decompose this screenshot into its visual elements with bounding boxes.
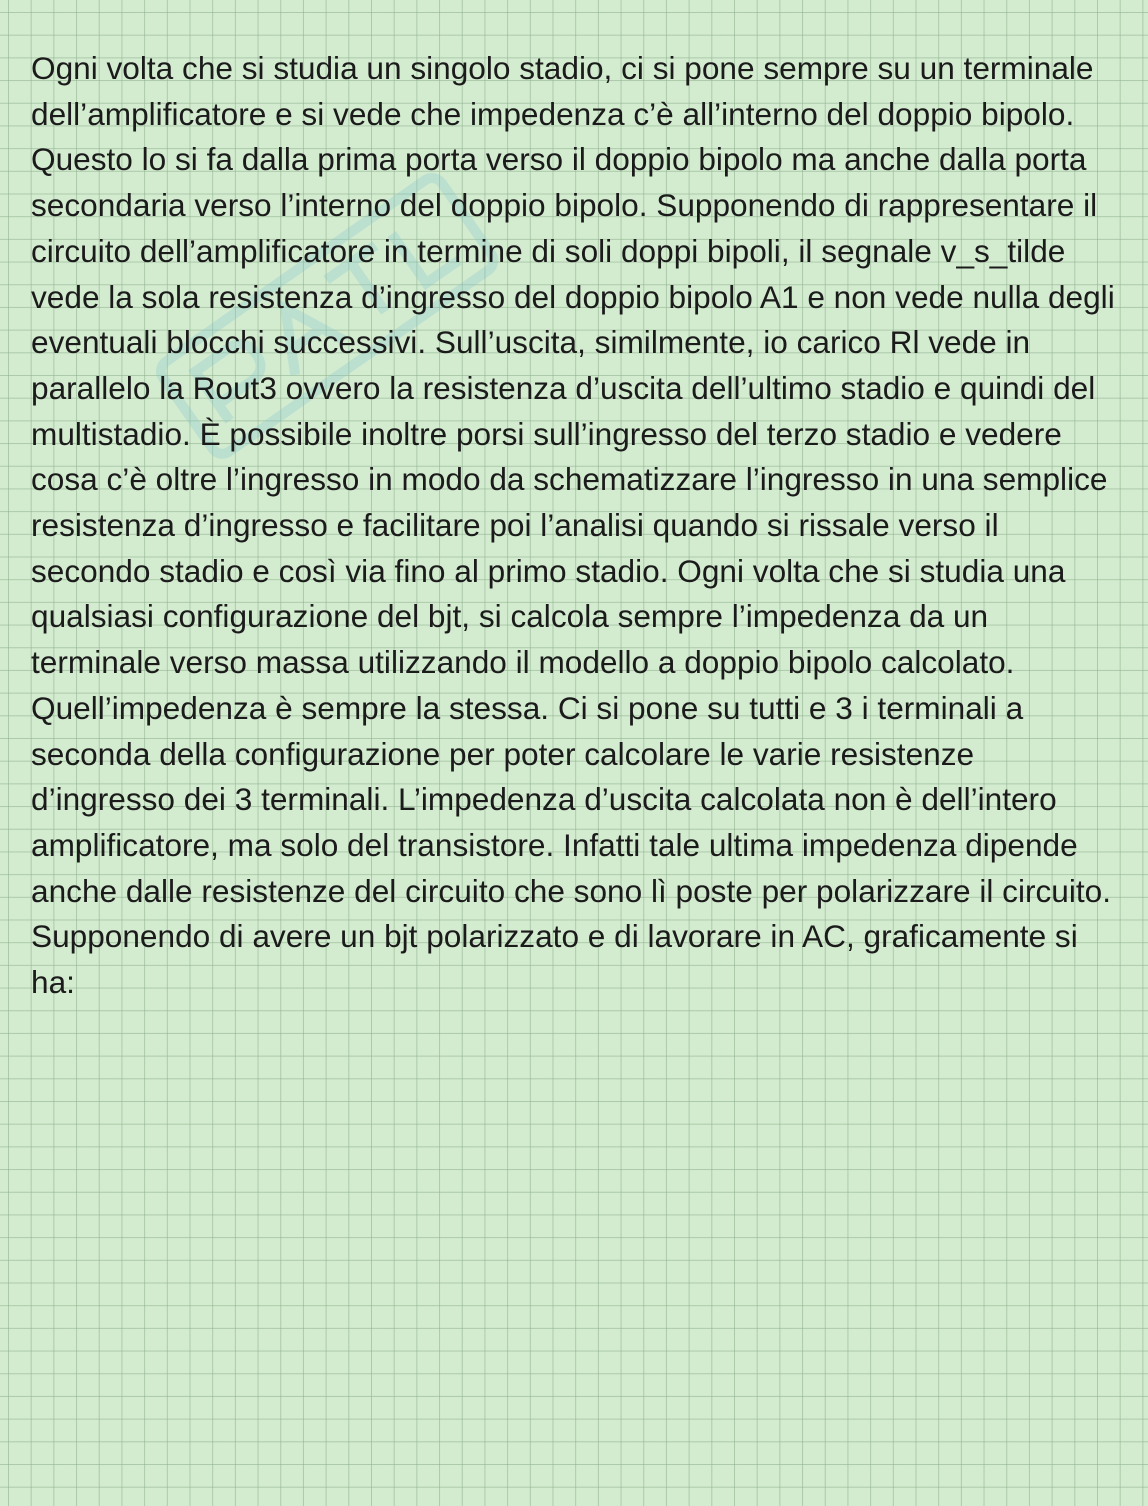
body-paragraph: Ogni volta che si studia un singolo stadio, ci si pone sempre su un terminale dell’amplificatore e si vede che impedenza c’è all’interno del doppio bipolo. Questo lo si fa dalla prima porta verso il doppio bipolo ma anche dalla porta secondaria verso l’interno del doppio bipolo. Supponendo di rappresentare il circuito dell’amplificatore in termine di soli doppi bipoli, il segnale v_s_tilde vede la sola resistenza d’ingresso del doppio bipolo A1 e non vede nulla degli eventuali blocchi successivi. Sull’uscita, similmente, io carico Rl vede in parallelo la Rout3 ovvero la resistenza d’uscita dell’ultimo stadio e quindi del multistadio. È possibile inoltre porsi sull’ingresso del terzo stadio e vedere cosa c’è oltre l’ingresso in modo da schematizzare l’ingresso in una semplice resistenza d’ingresso e facilitare poi l’analisi quando si rissale verso il secondo stadio e così via fino al primo stadio. Ogni volta che si studia una qualsiasi configurazione del bjt, si calcola sempre l’impedenza da un terminale verso massa utilizzando il modello a doppio bipolo calcolato. Quell’impedenza è sempre la stessa. Ci si pone su tutti e 3 i terminali a seconda della configurazione per poter calcolare le varie resistenze d’ingresso dei 3 terminali. L’impedenza d’uscita calcolata non è dell’intero amplificatore, ma solo del transistore. Infatti tale ultima impedenza dipende anche dalle resistenze del circuito che sono lì poste per polarizzare il circuito. Supponendo di avere un bjt polarizzato e di lavorare in AC, graficamente si ha: <box>31 50 1115 1001</box>
document-page <box>31 46 1126 1006</box>
